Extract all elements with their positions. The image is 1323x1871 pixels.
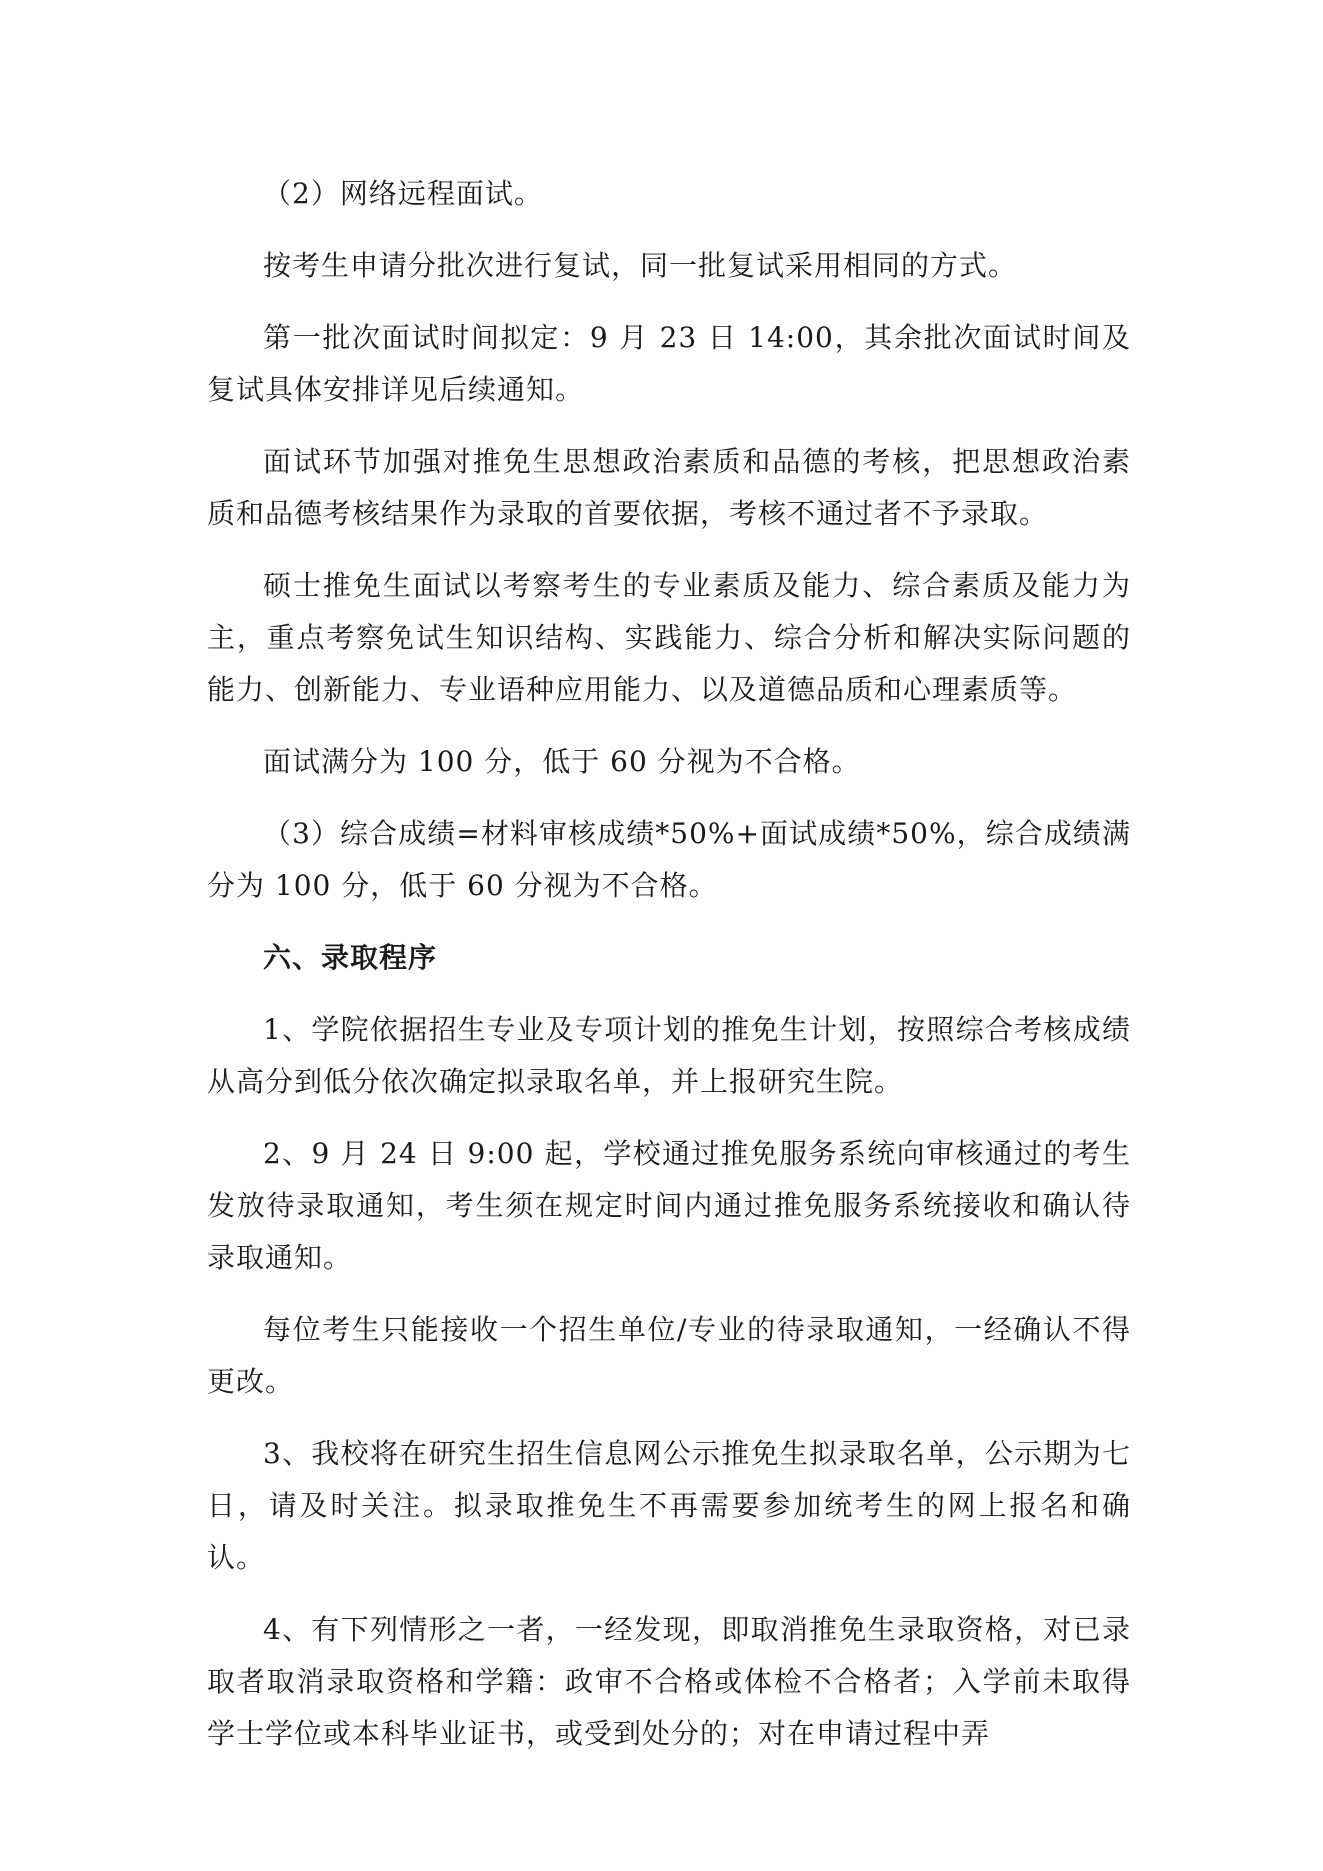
paragraph-admission-step-2: 2、9 月 24 日 9:00 起，学校通过推免服务系统向审核通过的考生发放待录取通知，考生须在规定时间内通过推免服务系统接收和确认待录取通知。 [207, 1137, 1131, 1274]
paragraph-admission-step-4: 4、有下列情形之一者，一经发现，即取消推免生录取资格，对已录取者取消录取资格和学籍：政审不合格或体检不合格者；入学前未取得学士学位或本科毕业证书，或受到处分的；对在申请过程中弄 [207, 1613, 1131, 1750]
document-body [207, 168, 1131, 1780]
paragraph-batch-retest: 按考生申请分批次进行复试，同一批复试采用相同的方式。 [263, 249, 1018, 282]
paragraph-political-assessment: 面试环节加强对推免生思想政治素质和品德的考核，把思想政治素质和品德考核结果作为录取的首要依据，考核不通过者不予录取。 [207, 445, 1131, 530]
section-heading-admission: 六、录取程序 [263, 941, 438, 974]
paragraph-single-offer: 每位考生只能接收一个招生单位/专业的待录取通知，一经确认不得更改。 [207, 1313, 1131, 1398]
paragraph-first-batch-time: 第一批次面试时间拟定：9 月 23 日 14:00，其余批次面试时间及复试具体安排详见后续通知。 [207, 321, 1131, 406]
paragraph-admission-step-1: 1、学院依据招生专业及专项计划的推免生计划，按照综合考核成绩从高分到低分依次确定拟录取名单，并上报研究生院。 [207, 1013, 1131, 1098]
paragraph-interview-score: 面试满分为 100 分，低于 60 分视为不合格。 [263, 745, 861, 778]
paragraph-composite-score: （3）综合成绩=材料审核成绩*50%+面试成绩*50%，综合成绩满分为 100 分，低于 60 分视为不合格。 [207, 817, 1131, 902]
paragraph-interview-focus: 硕士推免生面试以考察考生的专业素质及能力、综合素质及能力为主，重点考察免试生知识结构、实践能力、综合分析和解决实际问题的能力、创新能力、专业语种应用能力、以及道德品质和心理素质等。 [207, 569, 1131, 706]
paragraph-interview-online: （2）网络远程面试。 [263, 177, 543, 210]
paragraph-admission-step-3: 3、我校将在研究生招生信息网公示推免生拟录取名单，公示期为七日，请及时关注。拟录取推免生不再需要参加统考生的网上报名和确认。 [207, 1437, 1131, 1574]
